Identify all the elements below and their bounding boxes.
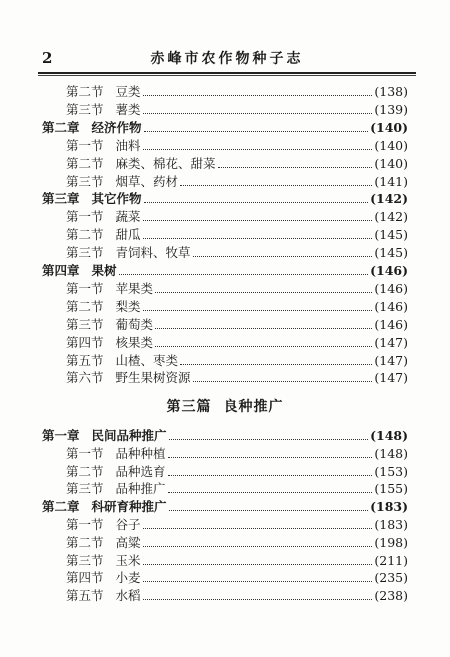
- toc-leader-dots: [143, 238, 373, 239]
- toc-section-row: [66, 244, 408, 262]
- toc-entry-title: 苹果类: [115, 280, 154, 296]
- toc-leader-dots: [143, 564, 373, 565]
- toc-entry-number: 第一节: [66, 209, 104, 225]
- toc-page-number: (146): [370, 263, 408, 278]
- toc-entry-title: 青饲料、牧草: [115, 245, 191, 261]
- toc-section-row: [66, 534, 408, 552]
- toc-entry-number: 第四章: [42, 263, 80, 278]
- toc-leader-dots: [143, 149, 373, 150]
- toc-entry-number: 第一节: [66, 445, 104, 461]
- toc-page-number: (148): [374, 445, 408, 461]
- toc-page-number: (183): [370, 499, 408, 515]
- toc-leader-dots: [180, 185, 372, 186]
- toc-page-number: (211): [374, 552, 408, 568]
- toc-entry-number: 第二节: [66, 534, 104, 550]
- toc-entry-label: [66, 101, 141, 119]
- toc-entry-title: 玉米: [115, 552, 141, 568]
- toc-entry-number: 第二节: [66, 84, 104, 99]
- toc-entry-number: 第五节: [66, 588, 104, 604]
- toc-section-row: [66, 587, 408, 605]
- toc-page-number: (146): [374, 280, 408, 296]
- toc-section-row: [66, 155, 408, 173]
- toc-entry-title: 薯类: [115, 101, 141, 117]
- toc-section-row: [66, 369, 408, 387]
- toc-chapter-row: [42, 498, 408, 516]
- part-label: 第三篇: [166, 399, 212, 415]
- toc-entry-label: [66, 463, 166, 481]
- toc-entry-label: [66, 552, 141, 570]
- toc-entry-title: 豆类: [115, 84, 141, 99]
- toc-entry-number: 第一章: [42, 428, 80, 443]
- toc-entry-number: 第二节: [66, 155, 104, 171]
- toc-entry-title: 麻类、棉花、甜菜: [115, 155, 216, 171]
- toc-entry-label: [66, 534, 141, 552]
- toc-section-row: [66, 83, 408, 101]
- toc-leader-dots: [169, 439, 369, 440]
- toc-leader-dots: [168, 457, 373, 458]
- toc-entry-label: [42, 427, 167, 445]
- toc-section-row: [66, 569, 408, 587]
- toc-entry-label: [66, 137, 141, 155]
- toc-entry-label: [66, 334, 153, 352]
- toc-entry-number: 第三节: [66, 316, 104, 332]
- toc-leader-dots: [143, 95, 373, 96]
- toc-section-row: [66, 516, 408, 534]
- toc-section-row: [66, 463, 408, 481]
- toc-section-row: [66, 280, 408, 298]
- toc-leader-dots: [193, 256, 373, 257]
- toc-entry-number: 第三节: [66, 245, 104, 261]
- toc-entry-label: [66, 173, 178, 191]
- toc-page-number: (148): [370, 428, 408, 443]
- header-rule-thin: [38, 75, 416, 76]
- toc-entry-number: 第三节: [66, 101, 104, 117]
- toc-entry-number: 第二节: [66, 463, 104, 479]
- toc-entry-title: 蔬菜: [115, 209, 141, 225]
- page-header: [38, 47, 416, 69]
- toc-leader-dots: [180, 364, 372, 365]
- toc-entry-title: 品种种植: [115, 445, 166, 461]
- toc-leader-dots: [193, 381, 373, 382]
- toc-entry-label: [42, 190, 142, 208]
- toc-page-number: (140): [374, 137, 408, 153]
- toc-entry-number: 第二节: [66, 298, 104, 314]
- toc-entry-number: 第六节: [66, 370, 104, 386]
- toc-entry-number: 第一节: [66, 517, 104, 532]
- toc-leader-dots: [143, 581, 373, 582]
- toc-entry-title: 山楂、枣类: [115, 352, 179, 368]
- toc-leader-dots: [143, 310, 373, 311]
- toc-leader-dots: [143, 528, 373, 529]
- toc-page-number: (138): [374, 84, 408, 99]
- toc-page-number: (147): [374, 352, 408, 368]
- toc-section-row: [66, 352, 408, 370]
- toc-entry-label: [66, 155, 216, 173]
- toc-chapter-row: [42, 119, 408, 137]
- toc-entry-title: 甜瓜: [115, 227, 141, 243]
- toc-entry-label: [66, 244, 191, 262]
- toc-entry-label: [66, 352, 178, 370]
- toc-section-row: [66, 208, 408, 226]
- toc-leader-dots: [155, 346, 372, 347]
- toc-entry-number: 第二章: [42, 119, 80, 135]
- page-number: 2: [42, 49, 53, 67]
- toc-entry-number: 第三节: [66, 552, 104, 568]
- toc-entry-label: [66, 369, 191, 387]
- toc-leader-dots: [169, 510, 369, 511]
- toc-entry-title: 科研育种推广: [91, 499, 167, 515]
- toc-entry-title: 经济作物: [91, 119, 142, 135]
- toc-entry-title: 谷子: [115, 517, 141, 532]
- toc-chapter-row: [42, 190, 408, 208]
- toc-section-row: [66, 334, 408, 352]
- toc-entry-title: 果树: [91, 263, 117, 278]
- toc-entry-title: 葡萄类: [115, 316, 154, 332]
- toc-entry-title: 水稻: [115, 588, 141, 604]
- toc-page-number: (155): [374, 481, 408, 497]
- toc-leader-dots: [168, 492, 373, 493]
- toc-section-row: [66, 552, 408, 570]
- toc-entry-number: 第二章: [42, 499, 80, 515]
- toc-entry-title: 梨类: [115, 298, 141, 314]
- toc-entry-number: 第四节: [66, 570, 104, 586]
- toc-entry-title: 核果类: [115, 334, 154, 350]
- toc-entry-number: 第一节: [66, 280, 104, 296]
- toc-leader-dots: [143, 220, 373, 221]
- toc-entry-title: 小麦: [115, 570, 141, 586]
- toc-entry-number: 第三节: [66, 481, 104, 497]
- toc-section-row: [66, 173, 408, 191]
- toc-leader-dots: [218, 167, 373, 168]
- toc-entry-title: 野生果树资源: [115, 370, 191, 386]
- toc-page-number: (198): [374, 534, 408, 550]
- toc-section-row: [66, 101, 408, 119]
- toc-section-row: [66, 316, 408, 334]
- toc-leader-dots: [155, 292, 372, 293]
- toc-entry-number: 第三节: [66, 173, 104, 189]
- toc-page-number: (139): [374, 101, 408, 117]
- toc-section-row: [66, 445, 408, 463]
- toc-entry-number: 第四节: [66, 334, 104, 350]
- toc-page-number: (142): [370, 191, 408, 207]
- toc-page-number: (141): [374, 173, 408, 189]
- toc-entry-label: [66, 298, 141, 316]
- toc-section-row: [66, 480, 408, 498]
- toc-entry-title: 品种选育: [115, 463, 166, 479]
- toc-section-row: [66, 298, 408, 316]
- toc-entry-label: [66, 316, 153, 334]
- toc-page-number: (147): [374, 334, 408, 350]
- toc-leader-dots: [168, 475, 373, 476]
- toc-entry-label: [66, 280, 153, 298]
- toc-entry-title: 民间品种推广: [91, 428, 167, 443]
- toc-leader-dots: [143, 546, 373, 547]
- toc-page-number: (153): [374, 463, 408, 479]
- toc-entry-number: 第三章: [42, 191, 80, 207]
- toc-entry-number: 第一节: [66, 137, 104, 153]
- toc-page-number: (146): [374, 316, 408, 332]
- toc-entry-label: [66, 445, 166, 463]
- toc-entry-title: 品种推广: [115, 481, 166, 497]
- toc-page-number: (145): [374, 227, 408, 243]
- toc-page-number: (147): [374, 370, 408, 386]
- toc-page-number: (146): [374, 298, 408, 314]
- toc-page-number: (140): [370, 119, 408, 135]
- toc-leader-dots: [119, 274, 369, 275]
- book-title: 赤峰市农作物种子志: [150, 51, 304, 67]
- toc-page-number: (145): [374, 245, 408, 261]
- toc-entry-label: [66, 208, 141, 226]
- toc-entry-label: [66, 83, 141, 101]
- toc-page-number: (140): [374, 155, 408, 171]
- toc-page-number: (183): [374, 517, 408, 532]
- toc-entry-label: [42, 498, 167, 516]
- toc-entry-label: [66, 516, 141, 534]
- toc-entry-label: [66, 587, 141, 605]
- toc-entry-label: [66, 226, 141, 244]
- toc-page-number: (235): [374, 570, 408, 586]
- toc-leader-dots: [143, 113, 373, 114]
- toc-chapter-row: [42, 262, 408, 280]
- toc-entry-label: [42, 262, 117, 280]
- toc-entry-title: 高粱: [115, 534, 141, 550]
- toc-entry-number: 第五节: [66, 352, 104, 368]
- toc-entry-label: [66, 480, 166, 498]
- toc-entry-label: [42, 119, 142, 137]
- toc-entry-label: [66, 569, 141, 587]
- toc-leader-dots: [155, 328, 372, 329]
- toc-chapter-row: [42, 427, 408, 445]
- toc-entry-title: 油料: [115, 137, 141, 153]
- toc-entry-title: 其它作物: [91, 191, 142, 207]
- toc-page-number: (142): [374, 209, 408, 225]
- toc-leader-dots: [143, 599, 373, 600]
- part-title: 良种推广: [223, 399, 284, 415]
- toc-entry-title: 烟草、药材: [115, 173, 179, 189]
- toc-leader-dots: [144, 131, 369, 132]
- toc-section-row: [66, 226, 408, 244]
- toc-leader-dots: [144, 202, 369, 203]
- header-rule: [38, 72, 416, 74]
- toc-page-number: (238): [374, 588, 408, 604]
- part-heading: [0, 396, 450, 416]
- toc-section-row: [66, 137, 408, 155]
- toc-entry-number: 第二节: [66, 227, 104, 243]
